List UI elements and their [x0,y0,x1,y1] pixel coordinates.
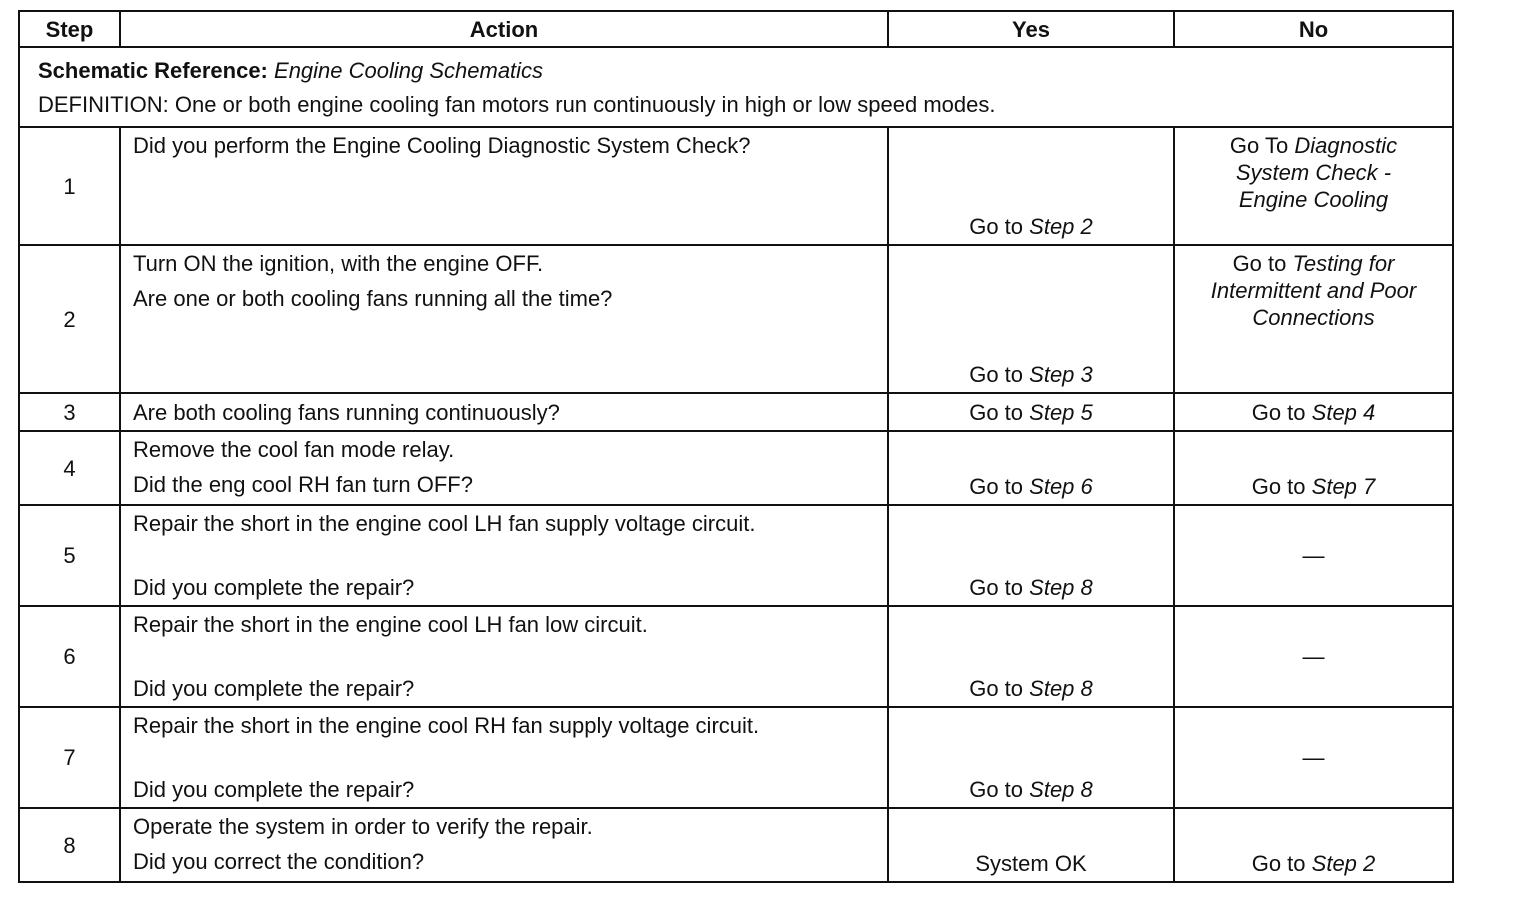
no-outcome [1175,473,1452,500]
no-prefix: Go To [1229,133,1289,158]
no-cell [1174,127,1453,245]
no-cell [1174,707,1453,808]
action-line: Did you correct the condition? [133,849,425,874]
yes-step-ref: Step 8 [1029,676,1093,701]
no-step-ref: Step 4 [1311,399,1376,425]
yes-prefix: Go to [969,474,1024,499]
table-row [19,808,1453,882]
action-line: Remove the cool fan mode relay. [133,437,455,462]
no-prefix: Go to [1251,851,1306,876]
table-row [19,606,1453,707]
table-row [19,127,1453,245]
no-prefix: Go to [1251,399,1306,425]
schematic-reference-cell [19,47,1453,127]
yes-prefix: Go to [969,399,1024,425]
header-yes: Yes [888,11,1174,47]
diagnostic-table [18,10,1454,883]
no-step-ref: Step 2 [1311,851,1376,876]
yes-outcome [889,213,1173,240]
yes-outcome [889,574,1173,601]
header-no: No [1174,11,1453,47]
action-cell [120,707,888,808]
no-outcome [1175,128,1452,213]
yes-cell [888,127,1174,245]
no-cell [1174,808,1453,882]
yes-step-ref: Step 3 [1029,362,1093,387]
action-line: Are one or both cooling fans running all the time? [133,286,613,311]
no-outcome-dash: — [1302,644,1325,669]
action-cell [120,393,888,431]
no-ref-line: Testing for [1292,251,1395,276]
table-row [19,245,1453,393]
yes-cell [888,431,1174,505]
step-number: 1 [19,127,120,245]
header-step: Step [19,11,120,47]
action-line: Turn ON the ignition, with the engine OFF. [133,251,544,276]
yes-step-ref: Step 2 [1029,214,1093,239]
no-ref-line: Diagnostic [1294,133,1398,158]
yes-prefix: Go to [969,777,1024,802]
yes-prefix: Go to [969,362,1024,387]
action-line: Are both cooling fans running continuously? [133,399,560,425]
yes-outcome [889,473,1173,500]
no-cell [1174,431,1453,505]
yes-prefix: Go to [969,575,1024,600]
table-row [19,431,1453,505]
schematic-reference-label: Schematic Reference: [38,58,268,83]
step-number: 7 [19,707,120,808]
schematic-reference-link: Engine Cooling Schematics [274,58,544,83]
yes-cell [888,505,1174,606]
no-ref-line: Engine Cooling [1238,187,1389,212]
action-line: Did you perform the Engine Cooling Diagnostic System Check? [133,133,751,158]
no-cell [1174,393,1453,431]
no-cell [1174,505,1453,606]
yes-prefix: Go to [969,214,1024,239]
yes-cell [888,808,1174,882]
yes-step-ref: Step 5 [1029,399,1093,425]
yes-outcome: System OK [975,851,1087,876]
step-number: 8 [19,808,120,882]
schematic-reference-row [19,47,1453,127]
table-row [19,505,1453,606]
yes-cell [888,245,1174,393]
no-cell [1174,606,1453,707]
no-prefix: Go to [1232,251,1287,276]
no-outcome-dash: — [1302,543,1325,568]
no-outcome [1175,850,1452,877]
no-ref-line: System Check - [1235,160,1392,185]
no-ref-line: Connections [1252,305,1375,330]
yes-step-ref: Step 8 [1029,777,1093,802]
definition-text: DEFINITION: One or both engine cooling fan motors run continuously in high or low speed modes. [38,92,996,117]
action-line: Repair the short in the engine cool LH fan low circuit. [133,612,648,637]
action-line: Did you complete the repair? [133,575,415,600]
action-cell [120,245,888,393]
table-row [19,707,1453,808]
action-line: Did the eng cool RH fan turn OFF? [133,472,473,497]
action-line: Did you complete the repair? [133,777,415,802]
no-prefix: Go to [1251,474,1306,499]
yes-prefix: Go to [969,676,1024,701]
no-step-ref: Step 7 [1311,474,1376,499]
yes-outcome [889,776,1173,803]
table-row [19,393,1453,431]
step-number: 3 [19,393,120,431]
step-number: 2 [19,245,120,393]
yes-outcome [889,361,1173,388]
header-action: Action [120,11,888,47]
yes-cell [888,707,1174,808]
action-line: Repair the short in the engine cool RH fan supply voltage circuit. [133,713,760,738]
action-line: Repair the short in the engine cool LH fan supply voltage circuit. [133,511,756,536]
yes-step-ref: Step 6 [1029,474,1093,499]
step-number: 5 [19,505,120,606]
no-outcome-dash: — [1302,745,1325,770]
header-row [19,11,1453,47]
yes-step-ref: Step 8 [1029,575,1093,600]
step-number: 4 [19,431,120,505]
action-cell [120,808,888,882]
yes-cell [888,393,1174,431]
action-line: Operate the system in order to verify the repair. [133,814,593,839]
action-line: Did you complete the repair? [133,676,415,701]
no-ref-line: Intermittent and Poor [1210,278,1417,303]
yes-cell [888,606,1174,707]
no-outcome [1175,246,1452,331]
action-cell [120,431,888,505]
action-cell [120,606,888,707]
action-cell [120,127,888,245]
action-cell [120,505,888,606]
step-number: 6 [19,606,120,707]
yes-outcome [889,675,1173,702]
no-cell [1174,245,1453,393]
